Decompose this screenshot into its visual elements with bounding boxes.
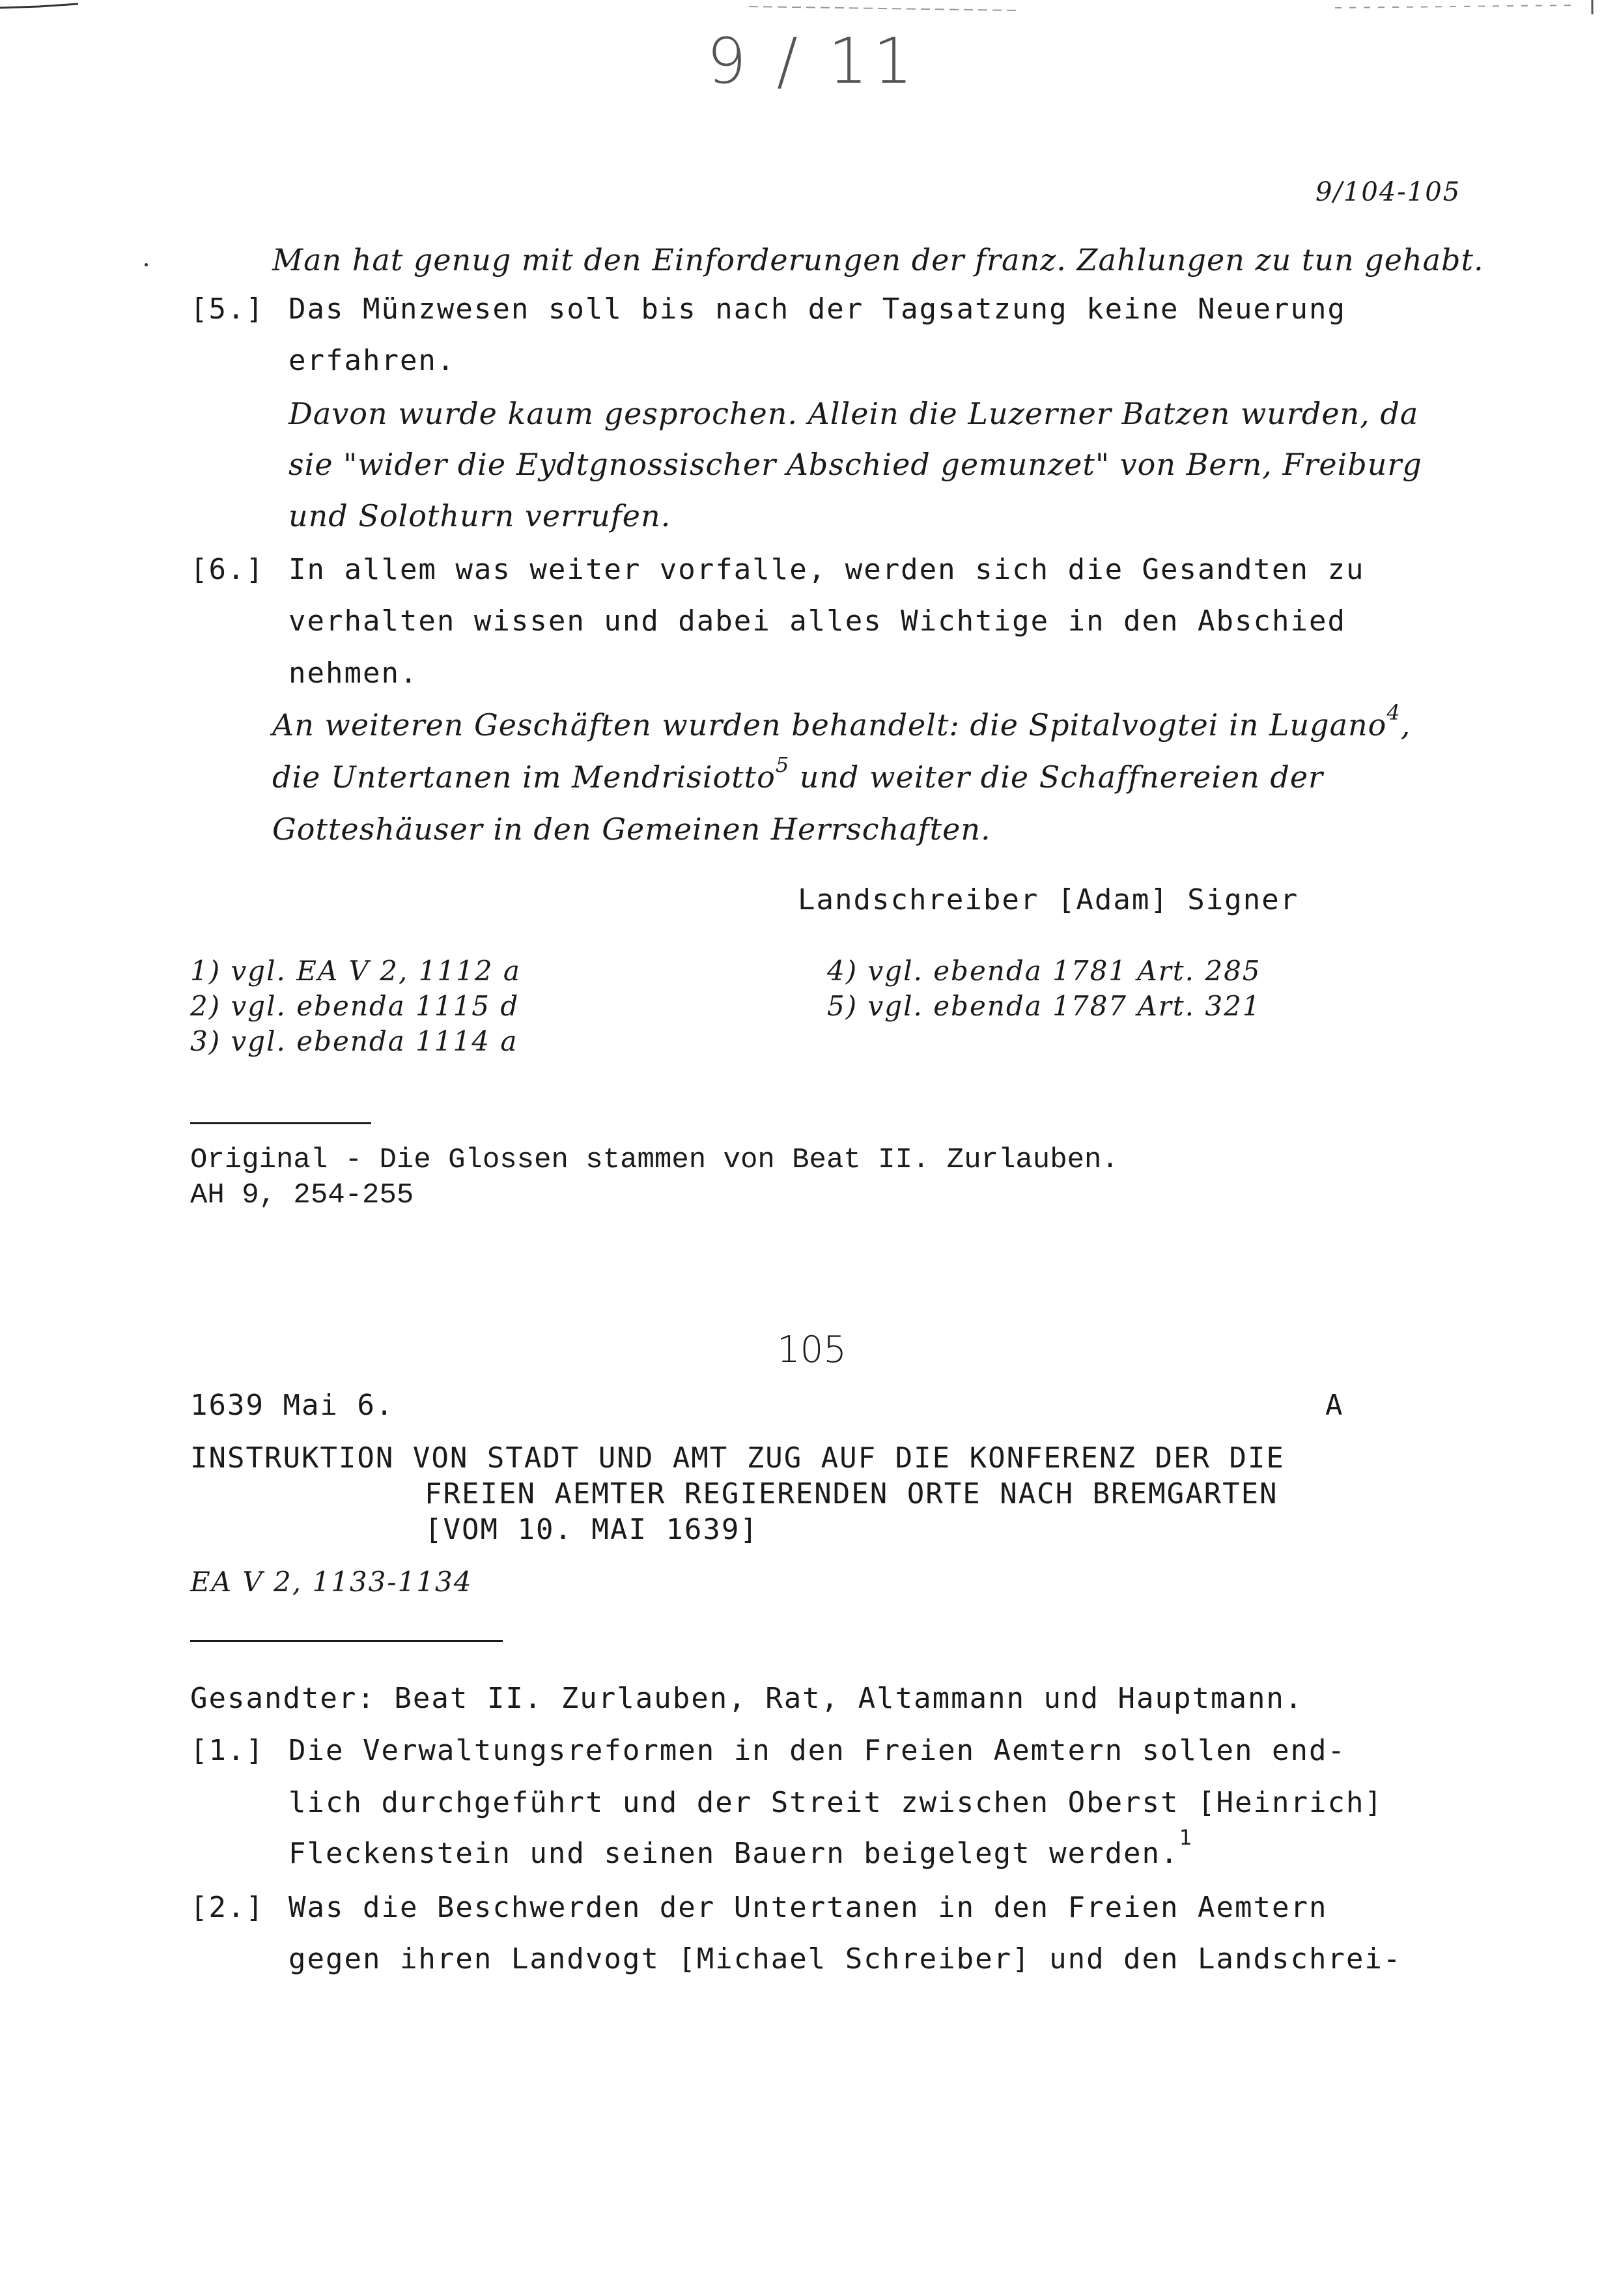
header-divider — [190, 1640, 503, 1642]
item-6-line-2: verhalten wissen und dabei alles Wichtige in den Abschied — [288, 604, 1346, 638]
envoy-line: Gesandter: Beat II. Zurlauben, Rat, Altammann und Hauptmann. — [190, 1682, 1304, 1715]
item-6-number: [6.] — [190, 553, 264, 586]
document-marker: A — [1325, 1389, 1344, 1422]
footnote-4: 4) vgl. ebenda 1781 Art. 285 — [827, 955, 1261, 987]
item-1-number: [1.] — [190, 1734, 264, 1767]
document-number: 105 — [777, 1329, 847, 1371]
footnote-ref-4: 4 — [1386, 700, 1401, 725]
footnote-ref-5: 5 — [775, 752, 790, 777]
gloss-batzen-line-1: Davon wurde kaum gesprochen. Allein die Luzerner Batzen wurden, da — [288, 396, 1419, 431]
document-reference: EA V 2, 1133-1134 — [190, 1566, 473, 1598]
gloss-payments: Man hat genug mit den Einforderungen der franz. Zahlungen zu tun gehabt. — [272, 242, 1484, 277]
gloss-business-line-1-end: , — [1400, 707, 1411, 743]
document-title-line-3: [VOM 10. MAI 1639] — [425, 1513, 759, 1546]
footnote-divider — [190, 1122, 371, 1124]
gloss-batzen-line-3: und Solothurn verrufen. — [288, 498, 671, 533]
item-1-line-3-text: Fleckenstein und seinen Bauern beigelegt werden. — [288, 1837, 1179, 1870]
source-line-1: Original - Die Glossen stammen von Beat II. Zurlauben. — [190, 1144, 1119, 1176]
item-2-line-1: Was die Beschwerden der Untertanen in den Freien Aemtern — [288, 1891, 1328, 1924]
gloss-business-line-1-text: An weiteren Geschäften wurden behandelt: die Spitalvogtei in Lugano — [272, 707, 1387, 743]
margin-dot — [145, 263, 148, 266]
gloss-batzen-line-2: sie "wider die Eydtgnossischer Abschied gemunzet" von Bern, Freiburg — [288, 447, 1422, 482]
gloss-business-line-2-text: die Untertanen im Mendrisiotto — [272, 759, 776, 795]
item-6-line-3: nehmen. — [288, 657, 419, 690]
document-title-line-1: INSTRUKTION VON STADT UND AMT ZUG AUF DIE KONFERENZ DER DIE — [190, 1441, 1285, 1475]
gloss-business-line-1 — [272, 700, 1411, 743]
page-reference: 9/104-105 — [1315, 177, 1461, 207]
item-1-line-2: lich durchgeführt und der Streit zwischen Oberst [Heinrich] — [288, 1786, 1383, 1819]
footnote-2: 2) vgl. ebenda 1115 d — [190, 990, 520, 1022]
document-date: 1639 Mai 6. — [190, 1389, 395, 1422]
document-title-line-2: FREIEN AEMTER REGIERENDEN ORTE NACH BREMGARTEN — [425, 1477, 1278, 1510]
handwritten-archive-note: 9 / 11 — [707, 25, 918, 98]
gloss-business-line-2-end: und weiter die Schaffnereien der — [789, 759, 1324, 795]
footnote-5: 5) vgl. ebenda 1787 Art. 321 — [827, 990, 1261, 1022]
item-1-line-1: Die Verwaltungsreformen in den Freien Aemtern sollen end- — [288, 1734, 1346, 1767]
item-2-number: [2.] — [190, 1891, 264, 1924]
signature: Landschreiber [Adam] Signer — [798, 883, 1299, 916]
item-6-line-1: In allem was weiter vorfalle, werden sich die Gesandten zu — [288, 553, 1365, 586]
gloss-business-line-2 — [272, 752, 1324, 795]
item-5-line-1: Das Münzwesen soll bis nach der Tagsatzung keine Neuerung — [288, 292, 1346, 326]
footnote-3: 3) vgl. ebenda 1114 a — [190, 1025, 518, 1057]
item-2-line-2: gegen ihren Landvogt [Michael Schreiber] und den Landschrei- — [288, 1942, 1402, 1976]
footnote-1: 1) vgl. EA V 2, 1112 a — [190, 955, 521, 987]
item-5-number: [5.] — [190, 292, 264, 326]
item-1-line-3 — [288, 1825, 1193, 1870]
item-5-line-2: erfahren. — [288, 344, 456, 377]
gloss-business-line-3: Gotteshäuser in den Gemeinen Herrschaften. — [272, 812, 991, 847]
source-line-2: AH 9, 254-255 — [190, 1179, 414, 1212]
footnote-ref-1: 1 — [1179, 1825, 1193, 1850]
scan-top-edge — [0, 0, 1617, 14]
